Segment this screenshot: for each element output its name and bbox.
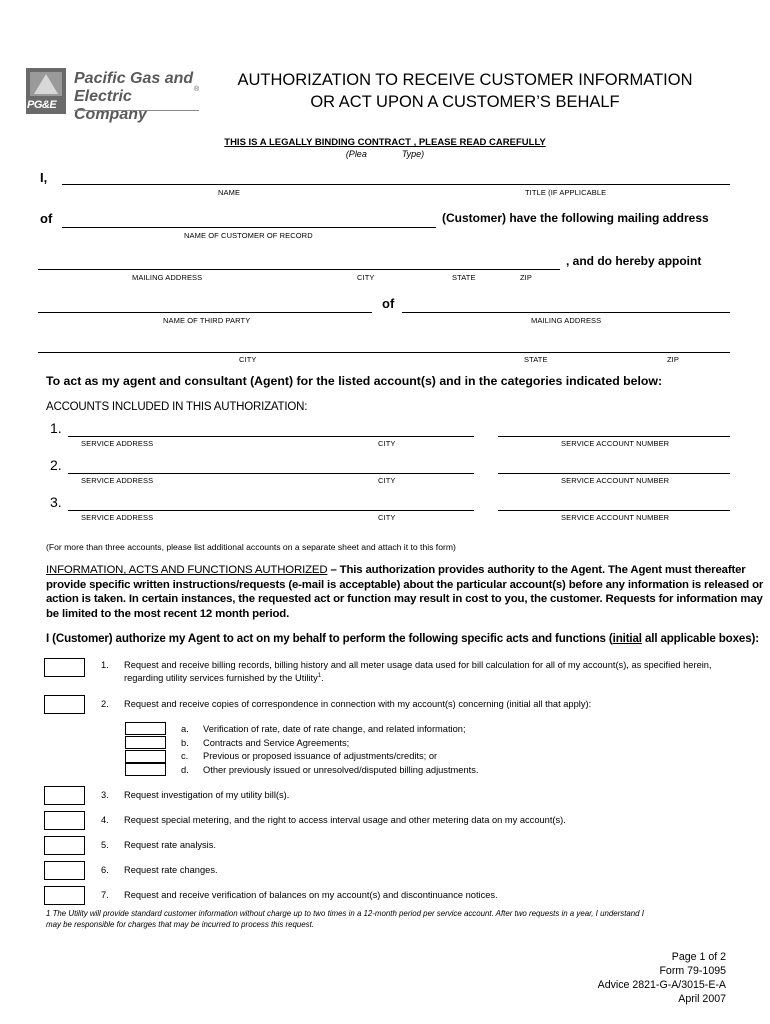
- account-row-2-number: 2.: [50, 457, 62, 473]
- item-4-text: Request special metering, and the right to access interval usage and other metering data on my account(s).: [124, 815, 566, 825]
- item-3-number: 3.: [101, 790, 109, 800]
- more-accounts-note: (For more than three accounts, please list additional accounts on a separate sheet and attach it to this form): [46, 542, 456, 552]
- third-party-mailing-field[interactable]: [402, 312, 730, 313]
- item-4-number: 4.: [101, 815, 109, 825]
- authorize-text-before: I (Customer) authorize my Agent to act on my behalf to perform the following specific acts and functions (: [46, 632, 613, 645]
- customer-name-field[interactable]: [62, 184, 730, 185]
- info-paragraph: [46, 563, 764, 621]
- item-1-footnote-ref: 1: [317, 673, 322, 679]
- mailing-statement: (Customer) have the following mailing address: [442, 211, 709, 225]
- form-title-line2: OR ACT UPON A CUSTOMER’S BEHALF: [310, 93, 620, 111]
- item-1-number: 1.: [101, 660, 109, 670]
- subitem-d-text: Other previously issued or unresolved/disputed billing adjustments.: [203, 765, 479, 775]
- initial-box-item-1[interactable]: [44, 658, 85, 677]
- account-row-1-number: 1.: [50, 420, 62, 436]
- item-2-number: 2.: [101, 699, 109, 709]
- account-3-address-field[interactable]: [68, 510, 474, 511]
- initial-box-subitem-c[interactable]: [125, 750, 166, 763]
- please-type-note: (Plea Type): [345, 149, 425, 159]
- account-3-city-caption: CITY: [378, 513, 396, 522]
- item-7-text: Request and receive verification of balances on my account(s) and discontinuance notices.: [124, 890, 498, 900]
- footer-block: [520, 950, 726, 1006]
- authorize-statement: [46, 632, 759, 645]
- subitem-d-letter: d.: [181, 765, 189, 775]
- name-caption: NAME: [218, 188, 241, 197]
- footnote-line-2: may be responsible for charges that may be incurred to process this request.: [46, 920, 314, 929]
- info-line-1-rest: – This authorization provides authority to the Agent. The Agent must thereafter: [327, 564, 746, 576]
- initial-box-item-3[interactable]: [44, 786, 85, 805]
- third-party-city-caption: CITY: [239, 355, 257, 364]
- customer-city-caption: CITY: [357, 273, 375, 282]
- item-2-text: Request and receive copies of correspondence in connection with my account(s) concerning (initial all that apply):: [124, 699, 592, 709]
- customer-of-record-caption: NAME OF CUSTOMER OF RECORD: [184, 231, 313, 240]
- account-2-number-field[interactable]: [498, 473, 730, 474]
- initial-box-subitem-a[interactable]: [125, 722, 166, 735]
- third-party-mailing-caption: MAILING ADDRESS: [531, 316, 602, 325]
- third-party-state-caption: STATE: [524, 355, 548, 364]
- info-line-3: action is taken. In certain instances, the requested act or function may result in cost to you, the customer. Requests for information may: [46, 593, 763, 605]
- item-6-number: 6.: [101, 865, 109, 875]
- initial-box-item-5[interactable]: [44, 836, 85, 855]
- footnote: [46, 908, 736, 930]
- account-1-address-field[interactable]: [68, 436, 474, 437]
- item-6-text: Request rate changes.: [124, 865, 218, 875]
- account-2-address-caption: SERVICE ADDRESS: [81, 476, 154, 485]
- info-heading: INFORMATION, ACTS AND FUNCTIONS AUTHORIZED: [46, 564, 328, 576]
- account-1-number-field[interactable]: [498, 436, 730, 437]
- customer-mailing-address-field[interactable]: [38, 269, 560, 270]
- third-party-name-caption: NAME OF THIRD PARTY: [163, 316, 251, 325]
- appoint-statement: , and do hereby appoint: [566, 254, 702, 268]
- info-line-2: provide specific written instructions/requests (e-mail is acceptable) about the particular account(s) before any information is released or: [46, 578, 764, 591]
- binding-notice: THIS IS A LEGALLY BINDING CONTRACT , PLEASE READ CAREFULLY: [224, 137, 546, 148]
- account-1-number-caption: SERVICE ACCOUNT NUMBER: [561, 439, 670, 448]
- accounts-heading: ACCOUNTS INCLUDED IN THIS AUTHORIZATION:: [46, 401, 308, 413]
- account-1-address-caption: SERVICE ADDRESS: [81, 439, 154, 448]
- account-row-3-number: 3.: [50, 494, 62, 510]
- page-number: Page 1 of 2: [671, 951, 726, 963]
- advice-number: Advice 2821-G-A/3015-E-A: [597, 979, 726, 991]
- third-party-name-field[interactable]: [38, 312, 372, 313]
- title-caption: TITLE (IF APPLICABLE: [525, 188, 607, 197]
- pge-logo-mark-text: PG&E: [27, 99, 57, 111]
- subitem-a-letter: a.: [181, 724, 189, 734]
- form-date: April 2007: [678, 993, 726, 1005]
- authorize-text-after: all applicable boxes):: [641, 632, 759, 645]
- initial-box-item-6[interactable]: [44, 861, 85, 880]
- item-1-text-line2: [124, 673, 324, 683]
- item-1-text-line1: Request and receive billing records, billing history and all meter usage data used for bill calculation for all of my account(s), as specified herein,: [124, 660, 712, 670]
- subitem-c-letter: c.: [181, 751, 189, 761]
- agent-statement: To act as my agent and consultant (Agent) for the listed account(s) and in the categories indicated below:: [46, 374, 663, 388]
- logo-underline: [74, 110, 199, 111]
- of-label-customer: of: [40, 211, 53, 226]
- account-2-city-caption: CITY: [378, 476, 396, 485]
- info-line-1: [46, 563, 746, 578]
- subitem-a-text: Verification of rate, date of rate change, and related information;: [203, 724, 466, 734]
- initial-box-item-4[interactable]: [44, 811, 85, 830]
- account-3-number-caption: SERVICE ACCOUNT NUMBER: [561, 513, 670, 522]
- item-5-number: 5.: [101, 840, 109, 850]
- account-2-number-caption: SERVICE ACCOUNT NUMBER: [561, 476, 670, 485]
- item-3-text: Request investigation of my utility bill(s).: [124, 790, 290, 800]
- account-2-address-field[interactable]: [68, 473, 474, 474]
- account-3-number-field[interactable]: [498, 510, 730, 511]
- third-party-city-state-zip-field[interactable]: [38, 352, 730, 353]
- item-1-line2-text: regarding utility services furnished by the Utility: [124, 673, 318, 684]
- subitem-b-text: Contracts and Service Agreements;: [203, 738, 350, 748]
- customer-of-record-field[interactable]: [62, 227, 436, 228]
- trademark-symbol: ®: [194, 86, 200, 93]
- account-1-city-caption: CITY: [378, 439, 396, 448]
- customer-mailing-caption: MAILING ADDRESS: [132, 273, 203, 282]
- third-party-zip-caption: ZIP: [667, 355, 679, 364]
- of-label-third-party: of: [382, 296, 395, 311]
- initial-box-subitem-d[interactable]: [125, 763, 166, 776]
- i-label: I,: [40, 170, 48, 185]
- item-7-number: 7.: [101, 890, 109, 900]
- initial-box-subitem-b[interactable]: [125, 736, 166, 749]
- company-name-line1: Pacific Gas and: [74, 70, 194, 87]
- form-number: Form 79-1095: [659, 965, 726, 977]
- customer-state-caption: STATE: [452, 273, 476, 282]
- authorize-initial-word: initial: [612, 632, 642, 645]
- initial-box-item-2[interactable]: [44, 695, 85, 714]
- item-1-line2-end: .: [321, 673, 324, 684]
- customer-zip-caption: ZIP: [520, 273, 532, 282]
- info-line-4: be limited to the most recent 12 month period.: [46, 607, 290, 620]
- item-5-text: Request rate analysis.: [124, 840, 216, 850]
- pge-logo: [26, 68, 201, 123]
- footnote-line-1: 1 The Utility will provide standard customer information without charge up to two times in a 12-month period per service account. After two requests in a year, I understand I: [46, 909, 644, 918]
- account-3-address-caption: SERVICE ADDRESS: [81, 513, 154, 522]
- subitem-c-text: Previous or proposed issuance of adjustments/credits; or: [203, 751, 438, 761]
- company-name-line2: Electric Company: [74, 88, 147, 123]
- form-title-line1: AUTHORIZATION TO RECEIVE CUSTOMER INFORMATION: [237, 71, 693, 89]
- initial-box-item-7[interactable]: [44, 886, 85, 905]
- subitem-b-letter: b.: [181, 738, 189, 748]
